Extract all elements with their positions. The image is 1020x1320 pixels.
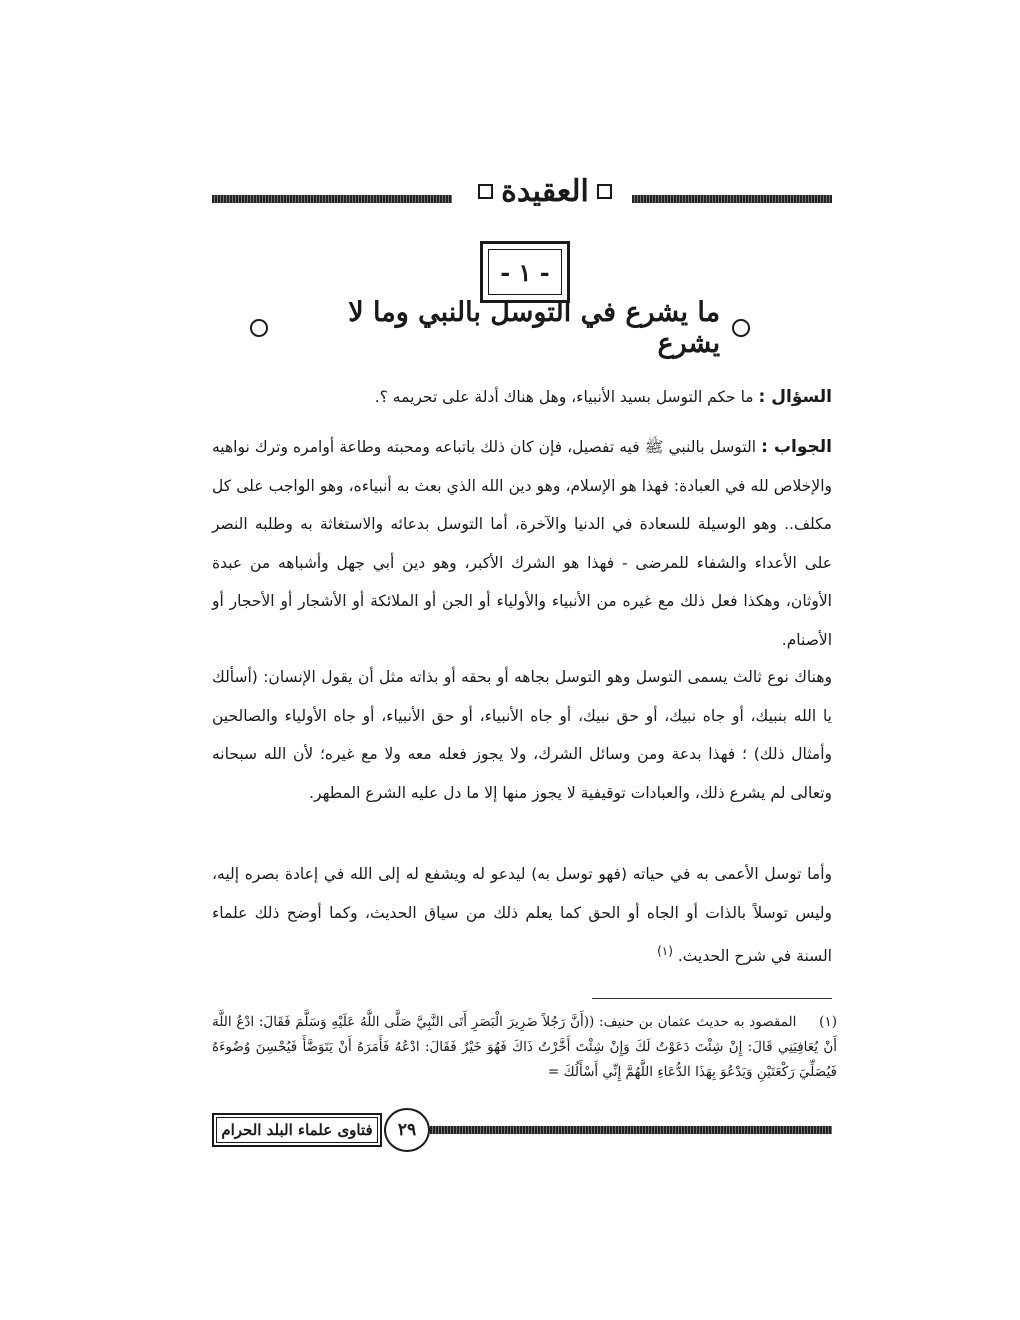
chapter-title: ما يشرع في التوسل بالنبي وما لا يشرع xyxy=(348,297,721,359)
body-paragraph-text: وأما توسل الأعمى به في حياته (فهو توسل به) ليدعو له ويشفع له إلى الله في إعادة بصره إليه، وليس توسلاً بالذات أو الجاه أو الحق كما يعلم ذلك من سياق الحديث، وكما أوضح ذلك علماء السنة في شرح الحديث. xyxy=(212,865,832,966)
chapter-heading xyxy=(250,297,750,359)
answer-paragraph xyxy=(212,428,832,659)
footnote xyxy=(212,1010,837,1085)
chapter-number: - ١ - xyxy=(488,249,562,295)
answer-text: التوسل بالنبي ﷺ فيه تفصيل، فإن كان ذلك باتباعه ومحبته وطاعة أوامره وترك نواهيه والإخلاص لله في العبادة: فهذا هو الإسلام، وهو دين الله الذي بعث به أنبياءه، وهو الواجب على كل مكلف.. وهو الوسيلة للسعادة في الدنيا والآخرة، أما التوسل بدعائه والاستغاثة به وطلبه النصر على الأعداء والشفاء للمرضى - فهذا هو الشرك الأكبر، وهو دين أبي جهل وأشباهه من عبدة الأوثان، وهكذا فعل ذلك مع غيره من الأنبياء والأولياء أو الجن أو الملائكة أو الأشجار أو الأحجار أو الأصنام. xyxy=(212,438,832,649)
section-header xyxy=(460,170,630,212)
footnote-divider xyxy=(592,998,832,999)
question-paragraph xyxy=(212,378,832,417)
footnote-marker[interactable]: (١) xyxy=(657,944,673,958)
footnote-text: المقصود به حديث عثمان بن حنيف: ((أَنَّ رَجُلاً ضَرِيرَ الْبَصَرِ أَتَى النَّبِيَّ صَلَّى اللَّهُ عَلَيْهِ وَسَلَّمَ فَقَالَ: ادْعُ اللَّهَ أَنْ يُعَافِيَنِي قَالَ: إِنْ شِئْتَ دَعَوْتُ لَكَ وَإِنْ شِئْتَ أَخَّرْتُ ذَاكَ فَهُوَ خَيْرٌ فَقَالَ: ادْعُهُ فَأَمَرَهُ أَنْ يَتَوَضَّأَ فَيُحْسِنَ وُضُوءَهُ فَيُصَلِّيَ رَكْعَتَيْنِ وَيَدْعُوَ بِهَذَا الدُّعَاءِ اللَّهُمَّ إِنِّي أَسْأَلُكَ = xyxy=(212,1014,837,1080)
question-text: ما حكم التوسل بسيد الأنبياء، وهل هناك أدلة على تحريمه ؟. xyxy=(374,388,754,406)
header-rule-right xyxy=(632,195,832,203)
header-rule-left xyxy=(212,195,452,203)
chapter-number-box xyxy=(480,241,570,303)
square-ornament-icon xyxy=(478,184,493,199)
body-paragraph: وهناك نوع ثالث يسمى التوسل وهو التوسل بجاهه أو بحقه أو بذاته مثل أن يقول الإنسان: (أسألك يا الله بنبيك، أو جاه نبيك، أو حق نبيك، أو جاه الأنبياء، أو حق الأنبياء، أو جاه الأولياء والصالحين وأمثال ذلك) ؛ فهذا بدعة ومن وسائل الشرك، ولا يجوز فعله معه ولا مع غيره؛ لأن الله سبحانه وتعالى لم يشرع ذلك، والعبادات توقيفية لا يجوز منها إلا ما دل عليه الشرع المطهر. xyxy=(212,668,832,802)
book-title-box xyxy=(212,1113,382,1147)
circle-ornament-icon xyxy=(732,319,750,337)
footnote-number: (١) xyxy=(819,1014,837,1030)
page-number: ٢٩ xyxy=(384,1108,430,1152)
book-title: فتاوى علماء البلد الحرام xyxy=(216,1117,378,1143)
square-ornament-icon xyxy=(597,184,612,199)
footer-rule xyxy=(430,1126,832,1134)
answer-label: الجواب : xyxy=(761,437,832,457)
question-label: السؤال : xyxy=(758,387,832,407)
circle-ornament-icon xyxy=(250,319,268,337)
body-paragraph xyxy=(212,855,832,976)
section-title: العقيدة xyxy=(501,173,589,209)
